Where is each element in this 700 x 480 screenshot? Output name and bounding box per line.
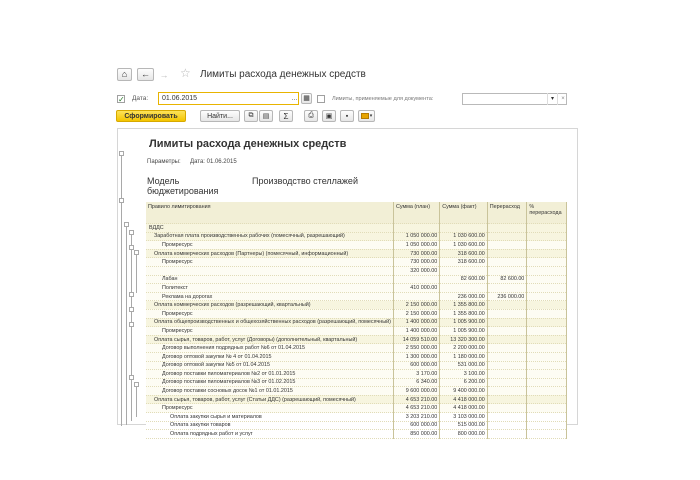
table-row[interactable] xyxy=(146,370,567,379)
table-row[interactable] xyxy=(146,413,567,422)
plan-cell: 1 050 000.00 xyxy=(393,241,439,250)
find-button-label: Найти... xyxy=(207,112,233,120)
column-header: % перерасхода xyxy=(527,202,567,224)
row-label-cell: Договор поставки пиломатериалов №2 от 01.01.2015 xyxy=(146,370,393,379)
overrun-cell xyxy=(487,327,527,336)
model-label: Модель бюджетирования xyxy=(147,176,219,196)
limits-dropdown-button[interactable] xyxy=(547,93,557,105)
paste-button[interactable] xyxy=(259,110,273,122)
fact-cell: 6 200.00 xyxy=(440,378,488,387)
percent-cell xyxy=(527,249,567,258)
percent-cell xyxy=(527,370,567,379)
overrun-cell xyxy=(487,249,527,258)
row-label-cell: Оплата коммерческих расходов (разрешающий, квартальный) xyxy=(146,301,393,310)
copy-icon: ⧉ xyxy=(248,112,254,119)
fact-cell: 9 400 000.00 xyxy=(440,387,488,396)
overrun-cell xyxy=(487,318,527,327)
percent-cell xyxy=(527,301,567,310)
row-label-cell: Договор поставки пиломатериалов №3 от 01.02.2015 xyxy=(146,378,393,387)
date-label: Дата: xyxy=(132,95,149,102)
plan-cell: 730 000.00 xyxy=(393,258,439,267)
fact-cell: 1 030 600.00 xyxy=(440,241,488,250)
row-label-cell: Промресурс xyxy=(146,404,393,413)
plan-cell: 2 150 000.00 xyxy=(393,301,439,310)
row-label-cell: Оплата подрядных работ и услуг xyxy=(146,430,393,439)
percent-cell xyxy=(527,258,567,267)
row-label-cell: Оплата общепроизводственных и общехозяйственных расходов (разрешающий, помесячный) xyxy=(146,318,393,327)
generate-button[interactable]: Сформировать xyxy=(116,110,186,122)
overrun-cell xyxy=(487,378,527,387)
plan-cell: 2 150 000.00 xyxy=(393,309,439,318)
close-icon: × xyxy=(561,96,565,102)
panel-icon xyxy=(361,113,369,119)
percent-cell xyxy=(527,378,567,387)
date-checkbox[interactable]: ✓ xyxy=(118,95,125,104)
overrun-cell xyxy=(487,241,527,250)
overrun-cell xyxy=(487,370,527,379)
fact-cell: 515 000.00 xyxy=(440,421,488,430)
row-label-cell: Договор поставки сосновых досок №1 от 01.01.2015 xyxy=(146,387,393,396)
save-button[interactable] xyxy=(340,110,354,122)
percent-cell xyxy=(527,352,567,361)
plan-cell xyxy=(393,275,439,284)
table-row[interactable] xyxy=(146,352,567,361)
overrun-cell xyxy=(487,284,527,293)
fact-cell xyxy=(440,224,488,233)
fact-cell xyxy=(440,266,488,275)
forward-button[interactable] xyxy=(157,68,171,81)
group-toggle[interactable] xyxy=(129,375,134,380)
fact-cell: 318 600.00 xyxy=(440,258,488,267)
plan-cell: 1 400 000.00 xyxy=(393,327,439,336)
fact-cell: 1 180 000.00 xyxy=(440,352,488,361)
grouping-gutter xyxy=(118,129,146,424)
table-row[interactable] xyxy=(146,292,567,301)
row-label-cell: Политекст xyxy=(146,284,393,293)
table-row[interactable] xyxy=(146,344,567,353)
table-row[interactable] xyxy=(146,378,567,387)
column-header: Сумма (факт) xyxy=(440,202,488,224)
percent-cell xyxy=(527,395,567,404)
chevron-down-icon: ▾ xyxy=(550,96,554,102)
percent-cell xyxy=(527,318,567,327)
table-row[interactable] xyxy=(146,232,567,241)
plan-cell: 3 170.00 xyxy=(393,370,439,379)
row-label-cell: Договор оптовой закупки № 4 от 01.04.2015 xyxy=(146,352,393,361)
overrun-cell xyxy=(487,309,527,318)
limits-label: Лимиты, применяемые для документа: xyxy=(332,96,434,102)
percent-cell xyxy=(527,224,567,233)
fact-cell xyxy=(440,284,488,293)
table-row[interactable] xyxy=(146,430,567,439)
limits-table xyxy=(146,202,567,439)
save-icon: ▪ xyxy=(345,112,349,120)
row-label-cell: Договор выполнения подрядных работ №6 от 01.04.2015 xyxy=(146,344,393,353)
plan-cell: 3 203 210.00 xyxy=(393,413,439,422)
fact-cell: 82 600.00 xyxy=(440,275,488,284)
percent-cell xyxy=(527,241,567,250)
fact-cell: 318 600.00 xyxy=(440,249,488,258)
dots-icon: … xyxy=(291,95,298,102)
fact-cell: 4 418 000.00 xyxy=(440,395,488,404)
date-field[interactable] xyxy=(158,92,299,105)
plan-cell: 1 050 000.00 xyxy=(393,232,439,241)
paste-icon: ▤ xyxy=(262,113,270,120)
row-label-cell: Заработная плата производственных рабочих (помесячный, разрешающий) xyxy=(146,232,393,241)
print-icon: ⎙ xyxy=(308,112,314,119)
overrun-cell: 82 600.00 xyxy=(487,275,527,284)
column-header: Сумма (план) xyxy=(393,202,439,224)
favorite-star-icon[interactable]: ☆ xyxy=(180,66,191,80)
table-row[interactable] xyxy=(146,327,567,336)
date-dropdown-button[interactable] xyxy=(289,93,300,104)
overrun-cell xyxy=(487,395,527,404)
plan-cell: 2 550 000.00 xyxy=(393,344,439,353)
overrun-cell xyxy=(487,387,527,396)
table-row[interactable] xyxy=(146,224,567,233)
percent-cell xyxy=(527,361,567,370)
row-label-cell: Оплата закупки товаров xyxy=(146,421,393,430)
plan-cell: 730 000.00 xyxy=(393,249,439,258)
sigma-icon: Σ xyxy=(283,111,289,121)
overrun-cell xyxy=(487,266,527,275)
overrun-cell xyxy=(487,344,527,353)
limits-checkbox[interactable] xyxy=(317,95,325,103)
params-label: Параметры: xyxy=(147,159,181,165)
table-row[interactable] xyxy=(146,258,567,267)
group-toggle[interactable] xyxy=(119,151,124,156)
plan-cell: 600 000.00 xyxy=(393,421,439,430)
plan-cell: 1 300 000.00 xyxy=(393,352,439,361)
group-toggle[interactable] xyxy=(129,292,134,297)
plan-cell: 850 000.00 xyxy=(393,430,439,439)
table-row[interactable] xyxy=(146,335,567,344)
fact-cell: 1 030 600.00 xyxy=(440,232,488,241)
table-header-row xyxy=(146,202,567,224)
overrun-cell xyxy=(487,232,527,241)
plan-cell: 9 600 000.00 xyxy=(393,387,439,396)
percent-cell xyxy=(527,232,567,241)
fact-cell: 800 000.00 xyxy=(440,430,488,439)
row-label-cell: Промресурс xyxy=(146,309,393,318)
plan-cell: 4 653 210.00 xyxy=(393,404,439,413)
percent-cell xyxy=(527,309,567,318)
home-button[interactable] xyxy=(117,68,132,81)
percent-cell xyxy=(527,430,567,439)
group-toggle[interactable] xyxy=(129,322,134,327)
group-toggle[interactable] xyxy=(129,307,134,312)
preview-icon: ▣ xyxy=(325,113,333,120)
fact-cell: 2 200 000.00 xyxy=(440,344,488,353)
percent-cell xyxy=(527,413,567,422)
model-value: Производство стеллажей xyxy=(252,176,358,186)
group-toggle[interactable] xyxy=(134,250,139,255)
percent-cell xyxy=(527,266,567,275)
row-label-cell xyxy=(146,266,393,275)
arrow-right-icon: → xyxy=(159,69,169,80)
overrun-cell xyxy=(487,421,527,430)
plan-cell xyxy=(393,292,439,301)
overrun-cell xyxy=(487,352,527,361)
row-label-cell: Промресурс xyxy=(146,327,393,336)
date-value: 01.06.2015 xyxy=(162,95,198,102)
report-document[interactable] xyxy=(117,128,578,438)
table-row[interactable] xyxy=(146,361,567,370)
row-label-cell: Реклама на дорогах xyxy=(146,292,393,301)
home-icon: ⌂ xyxy=(121,69,128,79)
table-row[interactable] xyxy=(146,318,567,327)
table-row[interactable] xyxy=(146,249,567,258)
plan-cell: 1 400 000.00 xyxy=(393,318,439,327)
overrun-cell xyxy=(487,335,527,344)
window-title: Лимиты расхода денежных средств xyxy=(200,69,366,80)
limits-clear-button[interactable] xyxy=(557,93,568,105)
group-toggle[interactable] xyxy=(134,382,139,387)
table-row[interactable] xyxy=(146,387,567,396)
percent-cell xyxy=(527,404,567,413)
plan-cell: 6 340.00 xyxy=(393,378,439,387)
plan-cell xyxy=(393,224,439,233)
percent-cell xyxy=(527,387,567,396)
percent-cell xyxy=(527,327,567,336)
table-row[interactable] xyxy=(146,275,567,284)
row-label-cell: Промресурс xyxy=(146,241,393,250)
percent-cell xyxy=(527,344,567,353)
table-row[interactable] xyxy=(146,309,567,318)
table-row[interactable] xyxy=(146,301,567,310)
fact-cell: 1 355 800.00 xyxy=(440,309,488,318)
percent-cell xyxy=(527,292,567,301)
params-value: Дата: 01.06.2015 xyxy=(190,159,237,165)
sum-button[interactable] xyxy=(279,110,293,122)
calendar-icon: ▦ xyxy=(303,95,310,102)
group-toggle[interactable] xyxy=(119,198,124,203)
fact-cell: 1 355 800.00 xyxy=(440,301,488,310)
plan-cell: 320 000.00 xyxy=(393,266,439,275)
arrow-left-icon: ← xyxy=(141,69,150,79)
table-row[interactable] xyxy=(146,395,567,404)
column-header: Правило лимитирования xyxy=(146,202,393,224)
print-button[interactable] xyxy=(304,110,318,122)
overrun-cell: 236 000.00 xyxy=(487,292,527,301)
find-button[interactable] xyxy=(200,110,240,122)
percent-cell xyxy=(527,275,567,284)
fact-cell: 4 418 000.00 xyxy=(440,404,488,413)
row-label-cell: Оплата сырья, товаров, работ, услуг (Договоры) (дополнительный, квартальный) xyxy=(146,335,393,344)
overrun-cell xyxy=(487,224,527,233)
group-toggle[interactable] xyxy=(129,230,134,235)
table-row[interactable] xyxy=(146,404,567,413)
table-row[interactable] xyxy=(146,266,567,275)
group-toggle[interactable] xyxy=(124,222,129,227)
row-label-cell: Оплата сырья, товаров, работ, услуг (Статьи ДДС) (разрешающий, помесячный) xyxy=(146,395,393,404)
plan-cell: 600 000.00 xyxy=(393,361,439,370)
table-row[interactable] xyxy=(146,284,567,293)
overrun-cell xyxy=(487,301,527,310)
row-label-cell: ВДДС xyxy=(146,224,393,233)
fact-cell: 531 000.00 xyxy=(440,361,488,370)
overrun-cell xyxy=(487,430,527,439)
row-label-cell: Оплата коммерческих расходов (Партнеры) (помесячный, информационный) xyxy=(146,249,393,258)
copy-button[interactable] xyxy=(244,110,258,122)
row-label-cell: Лабан xyxy=(146,275,393,284)
fact-cell: 236 000.00 xyxy=(440,292,488,301)
overrun-cell xyxy=(487,361,527,370)
row-label-cell: Промресурс xyxy=(146,258,393,267)
table-row[interactable] xyxy=(146,421,567,430)
plan-cell: 4 653 210.00 xyxy=(393,395,439,404)
fact-cell: 3 100.00 xyxy=(440,370,488,379)
calendar-button[interactable] xyxy=(301,93,312,104)
overrun-cell xyxy=(487,258,527,267)
more-button[interactable] xyxy=(358,110,375,122)
fact-cell: 1 005 900.00 xyxy=(440,327,488,336)
percent-cell xyxy=(527,421,567,430)
column-header: Перерасход xyxy=(487,202,527,224)
row-label-cell: Договор оптовой закупки №5 от 01.04.2015 xyxy=(146,361,393,370)
plan-cell: 14 059 510.00 xyxy=(393,335,439,344)
overrun-cell xyxy=(487,404,527,413)
chevron-down-icon: ▾ xyxy=(369,113,373,119)
overrun-cell xyxy=(487,413,527,422)
fact-cell: 13 320 300.00 xyxy=(440,335,488,344)
fact-cell: 3 103 000.00 xyxy=(440,413,488,422)
fact-cell: 1 005 900.00 xyxy=(440,318,488,327)
percent-cell xyxy=(527,284,567,293)
percent-cell xyxy=(527,335,567,344)
back-button[interactable] xyxy=(137,68,154,81)
table-row[interactable] xyxy=(146,241,567,250)
report-title: Лимиты расхода денежных средств xyxy=(149,138,347,150)
plan-cell: 410 000.00 xyxy=(393,284,439,293)
preview-button[interactable] xyxy=(322,110,336,122)
row-label-cell: Оплата закупки сырья и материалов xyxy=(146,413,393,422)
